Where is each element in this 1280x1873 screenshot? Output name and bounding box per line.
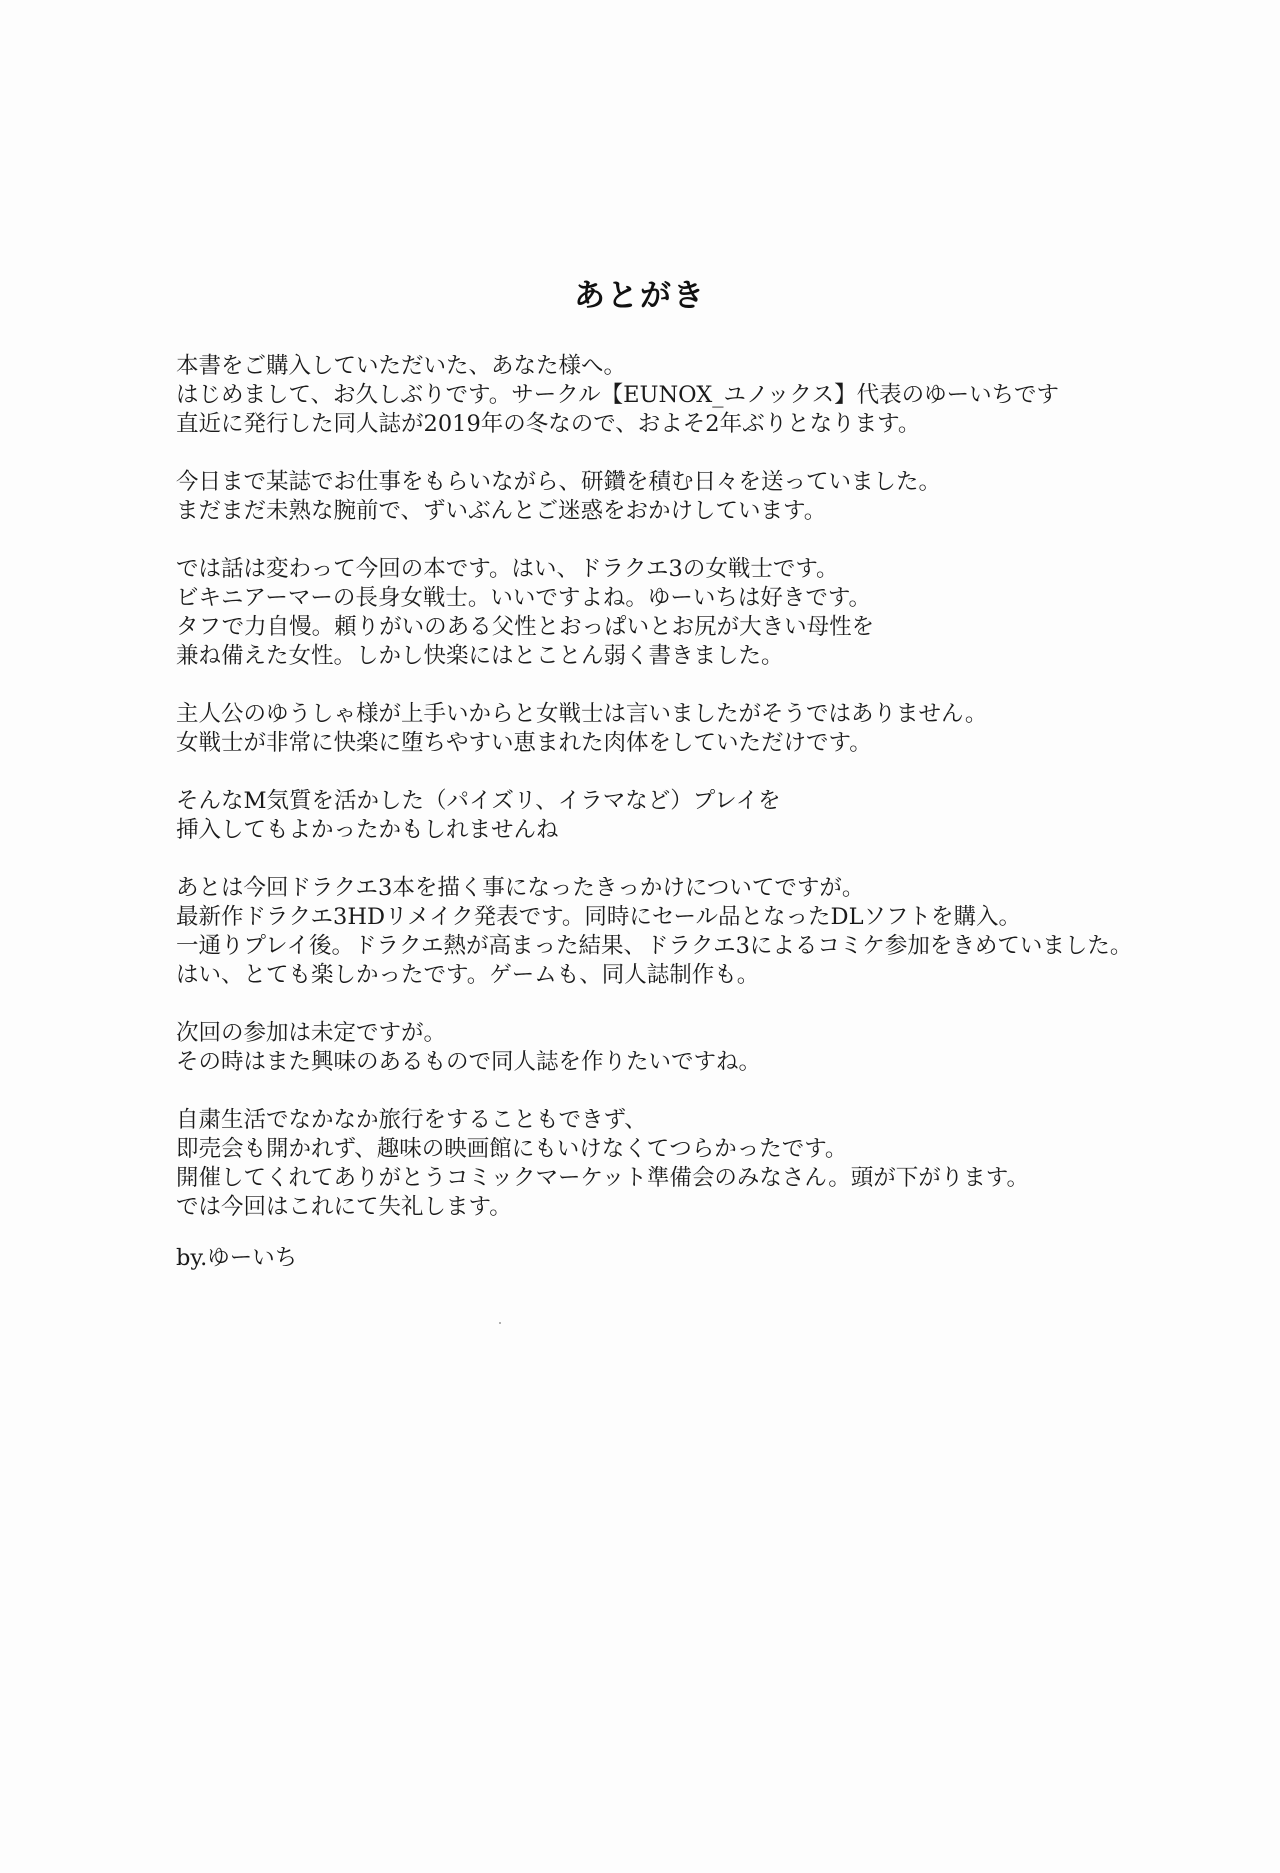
text-line: 即売会も開かれず、趣味の映画館にもいけなくてつらかったです。 bbox=[176, 1136, 848, 1162]
paragraph bbox=[176, 874, 1216, 990]
text-line: 次回の参加は未定ですが。 bbox=[176, 1020, 447, 1046]
text-line: 開催してくれてありがとうコミックマーケット準備会のみなさん。頭が下がります。 bbox=[176, 1165, 1029, 1191]
paragraph bbox=[176, 468, 1216, 526]
text-line: 挿入してもよかったかもしれませんね bbox=[176, 817, 559, 843]
text-line: 兼ね備えた女性。しかし快楽にはとことん弱く書きました。 bbox=[176, 643, 784, 669]
text-line: まだまだ未熟な腕前で、ずいぶんとご迷惑をおかけしています。 bbox=[176, 498, 827, 524]
text-line: あとは今回ドラクエ3本を描く事になったきっかけについてですが。 bbox=[176, 875, 865, 901]
paragraph bbox=[176, 555, 1216, 671]
afterword-body bbox=[176, 352, 1216, 1251]
text-line: 本書をご購入していただいた、あなた様へ。 bbox=[176, 353, 627, 379]
text-line: 直近に発行した同人誌が2019年の冬なので、およそ2年ぶりとなります。 bbox=[176, 411, 921, 437]
text-line: タフで力自慢。頼りがいのある父性とおっぱいとお尻が大きい母性を bbox=[176, 614, 875, 640]
paragraph bbox=[176, 700, 1216, 758]
text-line: 自粛生活でなかなか旅行をすることもできず、 bbox=[176, 1107, 647, 1133]
text-line: では今回はこれにて失礼します。 bbox=[176, 1194, 512, 1220]
text-line: そんなM気質を活かした（パイズリ、イラマなど）プレイを bbox=[176, 788, 781, 814]
paper-speck bbox=[499, 1322, 501, 1324]
text-line: その時はまた興味のあるもので同人誌を作りたいですね。 bbox=[176, 1049, 762, 1075]
paragraph bbox=[176, 1106, 1216, 1222]
text-line: 最新作ドラクエ3HDリメイク発表です。同時にセール品となったDLソフトを購入。 bbox=[176, 904, 1022, 930]
text-line: では話は変わって今回の本です。はい、ドラクエ3の女戦士です。 bbox=[176, 556, 839, 582]
paragraph bbox=[176, 1019, 1216, 1077]
page-title: あとがき bbox=[574, 278, 706, 314]
text-line: 一通りプレイ後。ドラクエ熱が高まった結果、ドラクエ3によるコミケ参加をきめていました。 bbox=[176, 933, 1133, 959]
text-line: 女戦士が非常に快楽に堕ちやすい恵まれた肉体をしていただけです。 bbox=[176, 730, 872, 756]
text-line: 主人公のゆうしゃ様が上手いからと女戦士は言いましたがそうではありません。 bbox=[176, 701, 988, 727]
text-line: はじめまして、お久しぶりです。サークル【EUNOX_ユノックス】代表のゆーいちです bbox=[176, 382, 1059, 408]
text-line: 今日まで某誌でお仕事をもらいながら、研鑽を積む日々を送っていました。 bbox=[176, 469, 942, 495]
signature: by.ゆーいち bbox=[176, 1245, 298, 1271]
paragraph bbox=[176, 352, 1216, 439]
paragraph bbox=[176, 787, 1216, 845]
text-line: ビキニアーマーの長身女戦士。いいですよね。ゆーいちは好きです。 bbox=[176, 585, 872, 611]
text-line: はい、とても楽しかったです。ゲームも、同人誌制作も。 bbox=[176, 962, 760, 988]
